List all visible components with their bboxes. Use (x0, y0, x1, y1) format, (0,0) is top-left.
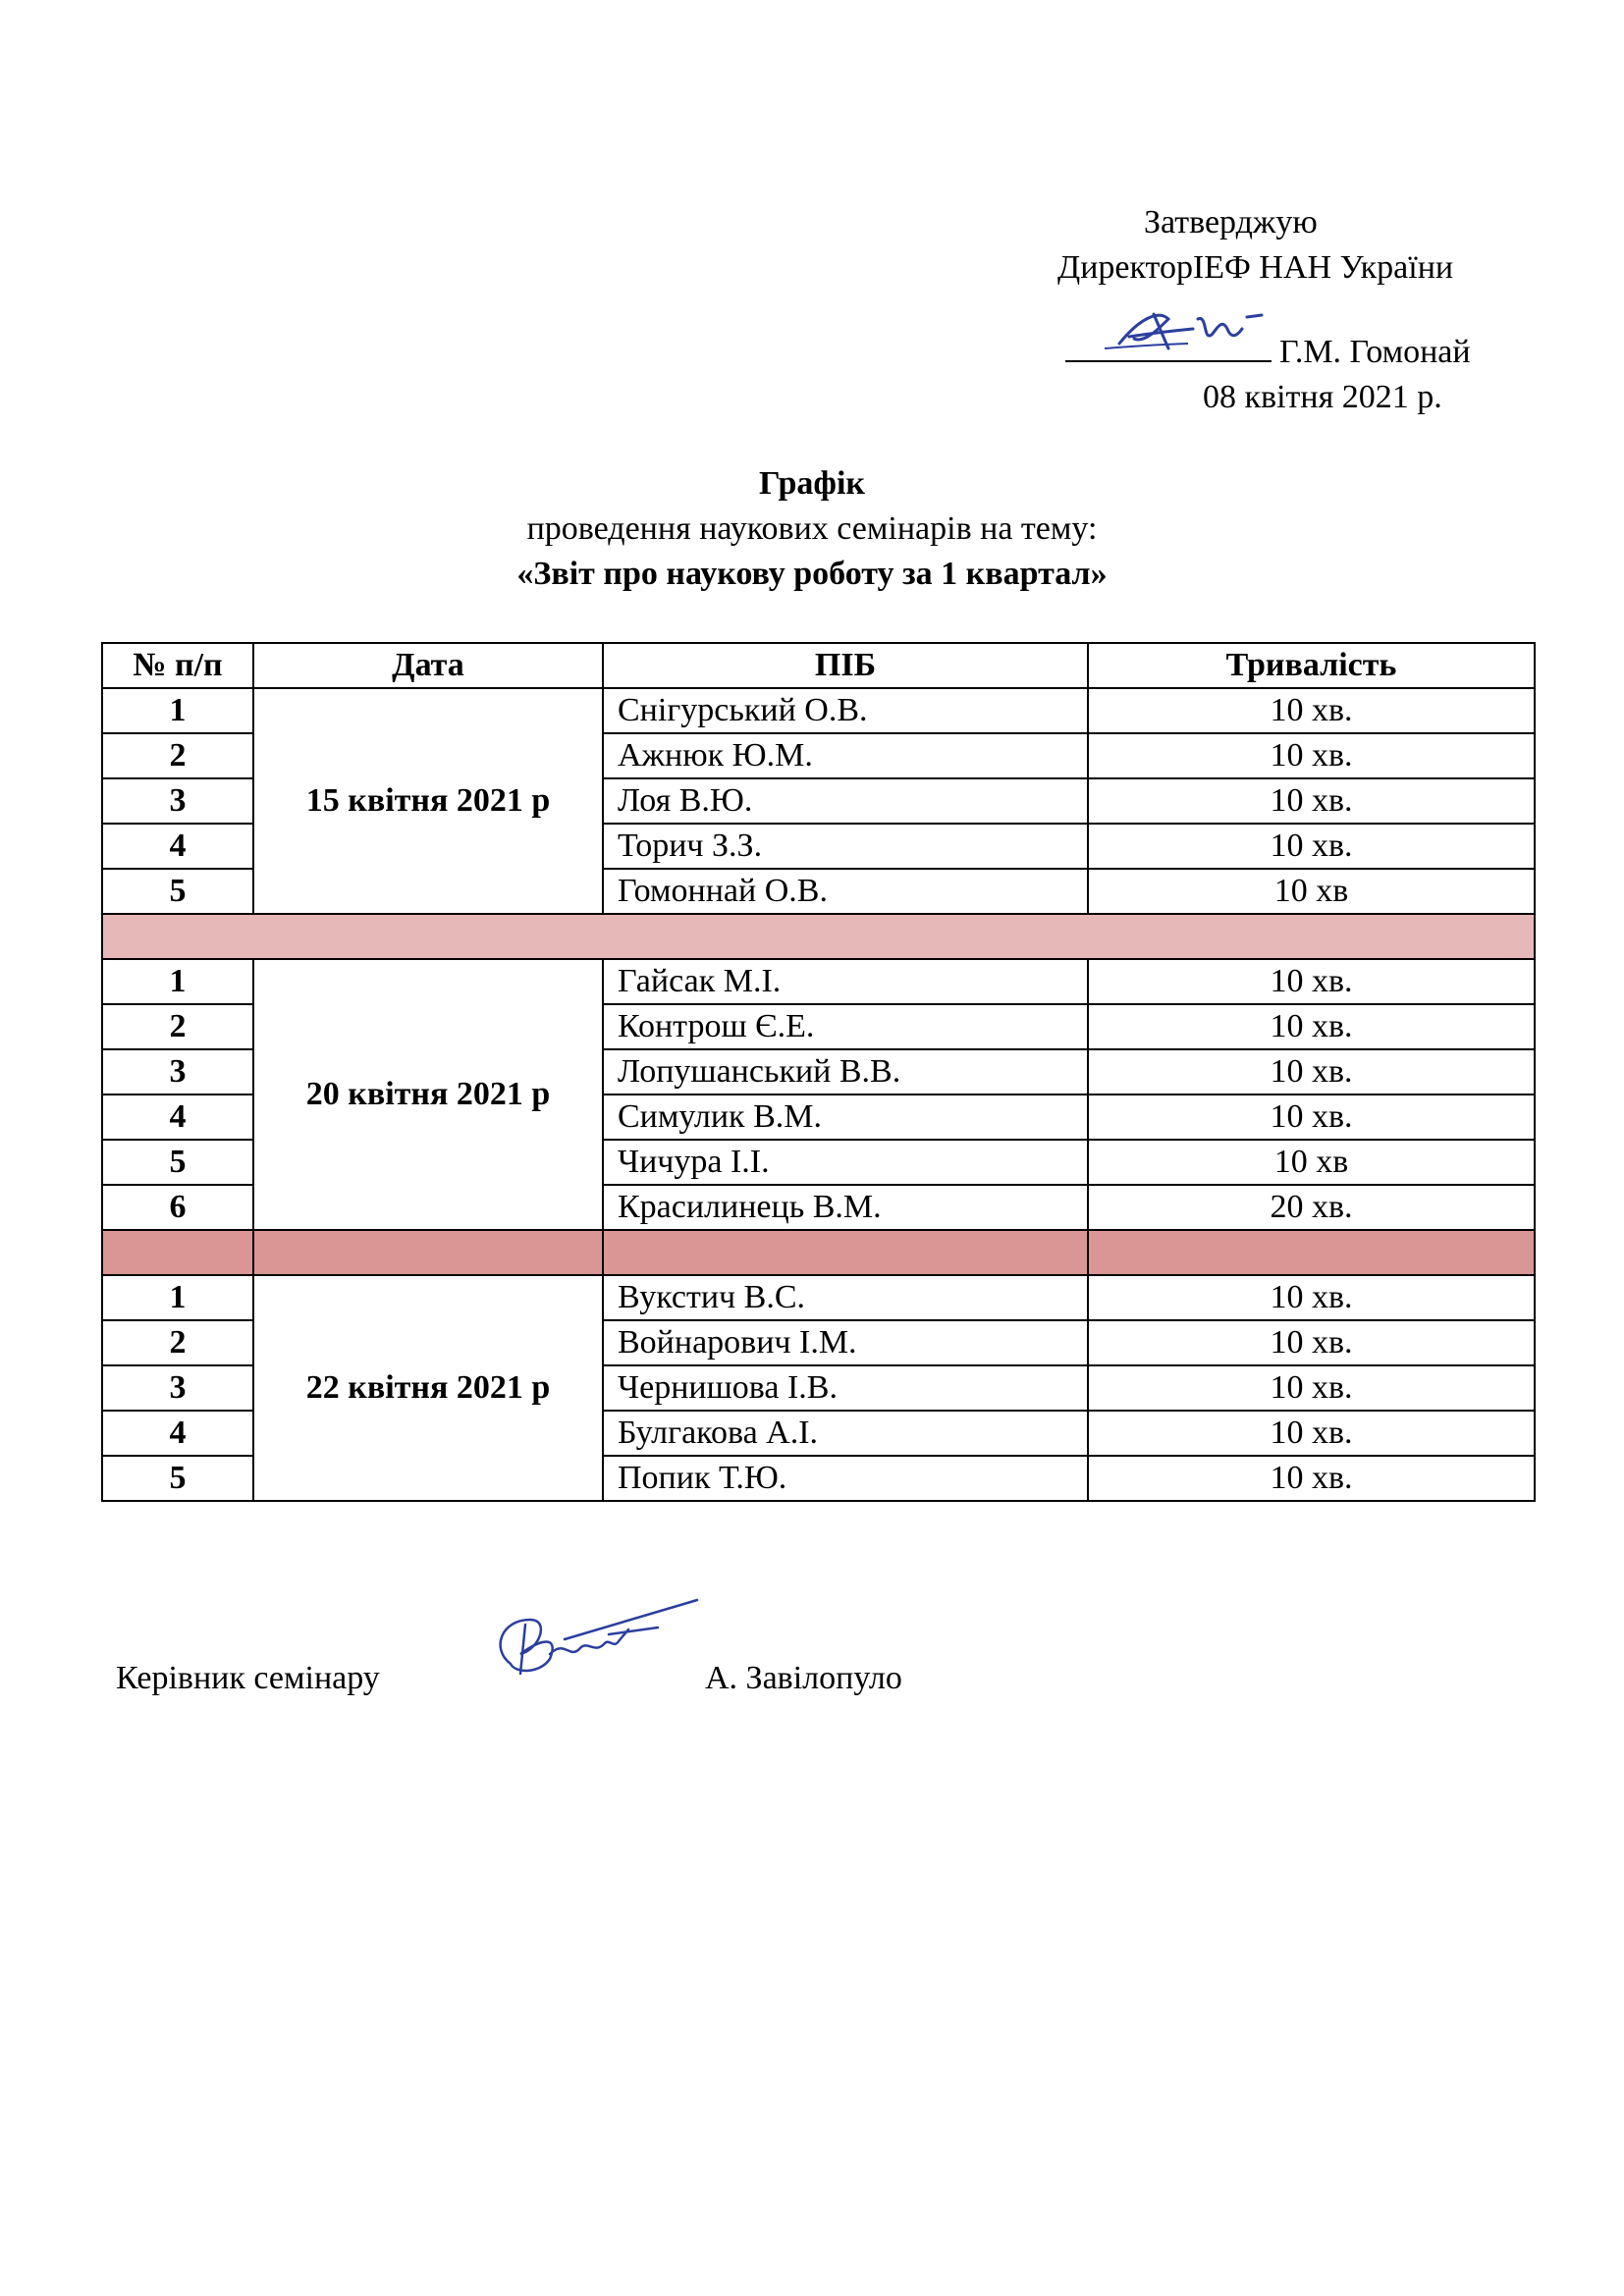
table-header-row (102, 643, 1535, 688)
row-num: 1 (102, 688, 253, 733)
row-num: 4 (102, 1411, 253, 1456)
separator-cell (603, 1230, 1088, 1275)
approval-heading: Затверджую (1144, 204, 1318, 240)
row-name: Торич З.З. (603, 824, 1088, 869)
approval-date: 08 квітня 2021 р. (1203, 379, 1442, 415)
document-topic: «Звіт про наукову роботу за 1 квартал» (516, 556, 1108, 592)
row-name: Симулик В.М. (603, 1095, 1088, 1140)
row-duration: 10 хв. (1088, 1320, 1535, 1365)
footer-name: А. Завілопуло (705, 1660, 902, 1696)
row-num: 5 (102, 869, 253, 914)
header-duration: Тривалість (1088, 643, 1535, 688)
row-num: 4 (102, 824, 253, 869)
document-subtitle: проведення наукових семінарів на тему: (526, 510, 1098, 547)
header-name: ПІБ (603, 643, 1088, 688)
row-name: Контрош Є.Е. (603, 1004, 1088, 1049)
row-duration: 10 хв. (1088, 1095, 1535, 1140)
row-name: Чичура І.І. (603, 1140, 1088, 1185)
row-duration: 10 хв. (1088, 1411, 1535, 1456)
row-num: 2 (102, 733, 253, 778)
row-name: Ажнюк Ю.М. (603, 733, 1088, 778)
table-row (102, 959, 1535, 1004)
row-num: 3 (102, 1049, 253, 1095)
row-num: 3 (102, 1365, 253, 1411)
separator-cell (1088, 1230, 1535, 1275)
table-row (102, 1275, 1535, 1320)
separator-cell (102, 914, 1535, 959)
row-duration: 10 хв. (1088, 1365, 1535, 1411)
row-name: Снігурський О.В. (603, 688, 1088, 733)
row-duration: 20 хв. (1088, 1185, 1535, 1230)
group-date: 15 квітня 2021 р (253, 688, 603, 914)
title-block (0, 461, 1624, 597)
row-name: Гайсак М.І. (603, 959, 1088, 1004)
row-num: 2 (102, 1004, 253, 1049)
row-num: 1 (102, 1275, 253, 1320)
schedule-table (101, 642, 1536, 1502)
row-duration: 10 хв. (1088, 778, 1535, 824)
row-num: 2 (102, 1320, 253, 1365)
footer-role: Керівник семінару (116, 1660, 380, 1696)
row-duration: 10 хв. (1088, 1275, 1535, 1320)
table-row (102, 688, 1535, 733)
seminar-head-signature-icon (471, 1580, 707, 1698)
row-duration: 10 хв. (1088, 733, 1535, 778)
separator-cell (253, 1230, 603, 1275)
document-title: Графік (759, 465, 865, 502)
group-separator-row (102, 1230, 1535, 1275)
row-num: 6 (102, 1185, 253, 1230)
approval-position: ДиректорІЕФ НАН України (1057, 249, 1454, 286)
header-num: № п/п (102, 643, 253, 688)
row-duration: 10 хв. (1088, 1004, 1535, 1049)
row-name: Красилинець В.М. (603, 1185, 1088, 1230)
row-duration: 10 хв (1088, 1140, 1535, 1185)
row-num: 5 (102, 1140, 253, 1185)
row-duration: 10 хв. (1088, 1049, 1535, 1095)
row-num: 1 (102, 959, 253, 1004)
director-signature-icon (1100, 299, 1286, 368)
row-name: Гомоннай О.В. (603, 869, 1088, 914)
row-duration: 10 хв. (1088, 688, 1535, 733)
row-num: 4 (102, 1095, 253, 1140)
row-duration: 10 хв. (1088, 824, 1535, 869)
group-separator-row (102, 914, 1535, 959)
row-name: Булгакова А.І. (603, 1411, 1088, 1456)
row-duration: 10 хв (1088, 869, 1535, 914)
row-name: Чернишова І.В. (603, 1365, 1088, 1411)
row-num: 5 (102, 1456, 253, 1501)
group-date: 20 квітня 2021 р (253, 959, 603, 1230)
row-name: Войнарович І.М. (603, 1320, 1088, 1365)
row-num: 3 (102, 778, 253, 824)
header-date: Дата (253, 643, 603, 688)
row-name: Вукстич В.С. (603, 1275, 1088, 1320)
row-name: Попик Т.Ю. (603, 1456, 1088, 1501)
row-name: Лоя В.Ю. (603, 778, 1088, 824)
row-duration: 10 хв. (1088, 959, 1535, 1004)
group-date: 22 квітня 2021 р (253, 1275, 603, 1501)
separator-cell (102, 1230, 253, 1275)
approval-signer: Г.М. Гомонай (1279, 334, 1471, 370)
row-duration: 10 хв. (1088, 1456, 1535, 1501)
row-name: Лопушанський В.В. (603, 1049, 1088, 1095)
